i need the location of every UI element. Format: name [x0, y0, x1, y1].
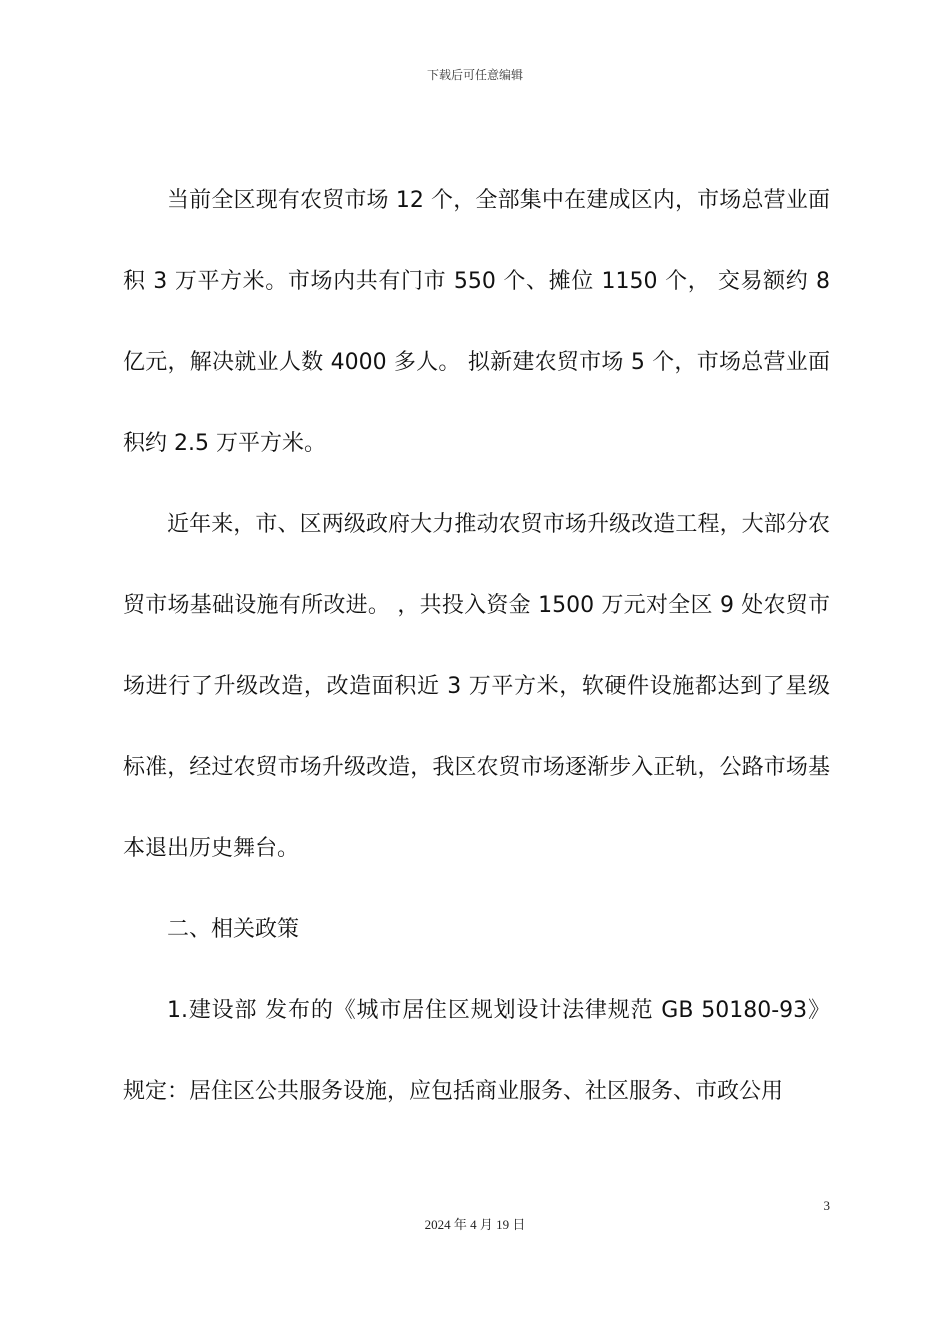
- footer-date: 2024 年 4 月 19 日: [424, 1217, 526, 1232]
- paragraph-policy-1: 1.建设部 发布的《城市居住区规划设计法律规范 GB 50180-93》规定：居住区公共服务设施，应包括商业服务、社区服务、市政公用: [123, 998, 830, 1104]
- section-heading-policies: 二、相关政策: [167, 917, 300, 942]
- document-body: [123, 160, 830, 1132]
- paragraph-market-upgrade: 近年来，市、区两级政府大力推动农贸市场升级改造工程，大部分农贸市场基础设施有所改进。 ，共投入资金 1500 万元对全区 9 处农贸市场进行了升级改造，改造面积近 3 万平方米，软硬件设施都达到了星级标准，经过农贸市场升级改造，我区农贸市场逐渐步入正轨，公路市场基本退出历史舞台。: [123, 512, 830, 861]
- page-number: 3: [823, 1198, 830, 1213]
- paragraph-market-overview: 当前全区现有农贸市场 12 个，全部集中在建成区内，市场总营业面积 3 万平方米。市场内共有门市 550 个、摊位 1150 个， 交易额约 8 亿元，解决就业人数 4000 多人。 拟新建农贸市场 5 个，市场总营业面积约 2.5 万平方米。: [123, 188, 830, 456]
- header-note: 下载后可任意编辑: [426, 68, 523, 82]
